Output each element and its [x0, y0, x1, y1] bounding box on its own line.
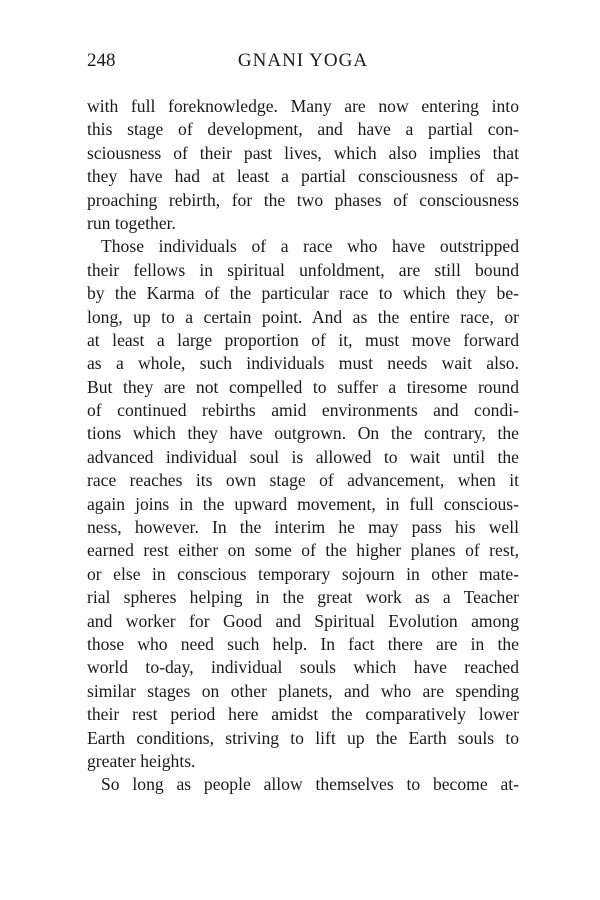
page-header — [87, 50, 519, 76]
text-line: race reaches its own stage of advancement, when it — [87, 470, 519, 491]
page-number: 248 — [87, 50, 116, 71]
text-line: and worker for Good and Spiritual Evolution among — [87, 610, 519, 631]
text-line: again joins in the upward movement, in full conscious- — [87, 493, 519, 514]
text-line: similar stages on other planets, and who are spending — [87, 680, 519, 701]
text-line: with full foreknowledge. Many are now entering into — [87, 96, 519, 116]
running-title: GNANI YOGA — [237, 50, 369, 71]
text-line: this stage of development, and have a partial con- — [87, 119, 519, 140]
text-line: rial spheres helping in the great work as a Teacher — [87, 587, 519, 608]
text-line: as a whole, such individuals must needs wait also. — [87, 353, 519, 374]
body-text — [87, 95, 519, 797]
text-line: world to-day, individual souls which have reached — [87, 657, 519, 678]
text-line: their rest period here amidst the comparatively lower — [87, 704, 519, 725]
text-line: long, up to a certain point. And as the entire race, or — [87, 306, 519, 327]
text-line: by the Karma of the particular race to which they be- — [87, 283, 519, 304]
text-line: at least a large proportion of it, must move forward — [87, 329, 519, 350]
text-line: advanced individual soul is allowed to wait until the — [87, 446, 519, 467]
text-line: Those individuals of a race who have outstripped — [101, 236, 519, 257]
text-line: proaching rebirth, for the two phases of consciousness — [87, 189, 519, 210]
text-line: So long as people allow themselves to become at- — [101, 774, 519, 795]
text-line: their fellows in spiritual unfoldment, are still bound — [87, 259, 519, 280]
text-line: earned rest either on some of the higher planes of rest, — [87, 540, 519, 561]
text-line: Earth conditions, striving to lift up the Earth souls to — [87, 727, 519, 748]
text-line: tions which they have outgrown. On the contrary, the — [87, 423, 519, 444]
text-line: those who need such help. In fact there are in the — [87, 633, 519, 654]
text-line: greater heights. — [87, 750, 196, 771]
text-line: But they are not compelled to suffer a tiresome round — [87, 376, 519, 397]
text-line: they have had at least a partial consciousness of ap- — [87, 166, 519, 187]
text-line: of continued rebirths amid environments and condi- — [87, 400, 519, 421]
text-line: ness, however. In the interim he may pass his well — [87, 517, 519, 538]
text-line: or else in conscious temporary sojourn in other mate- — [87, 563, 519, 584]
text-line: run together. — [87, 212, 176, 233]
text-line: sciousness of their past lives, which also implies that — [87, 142, 519, 163]
